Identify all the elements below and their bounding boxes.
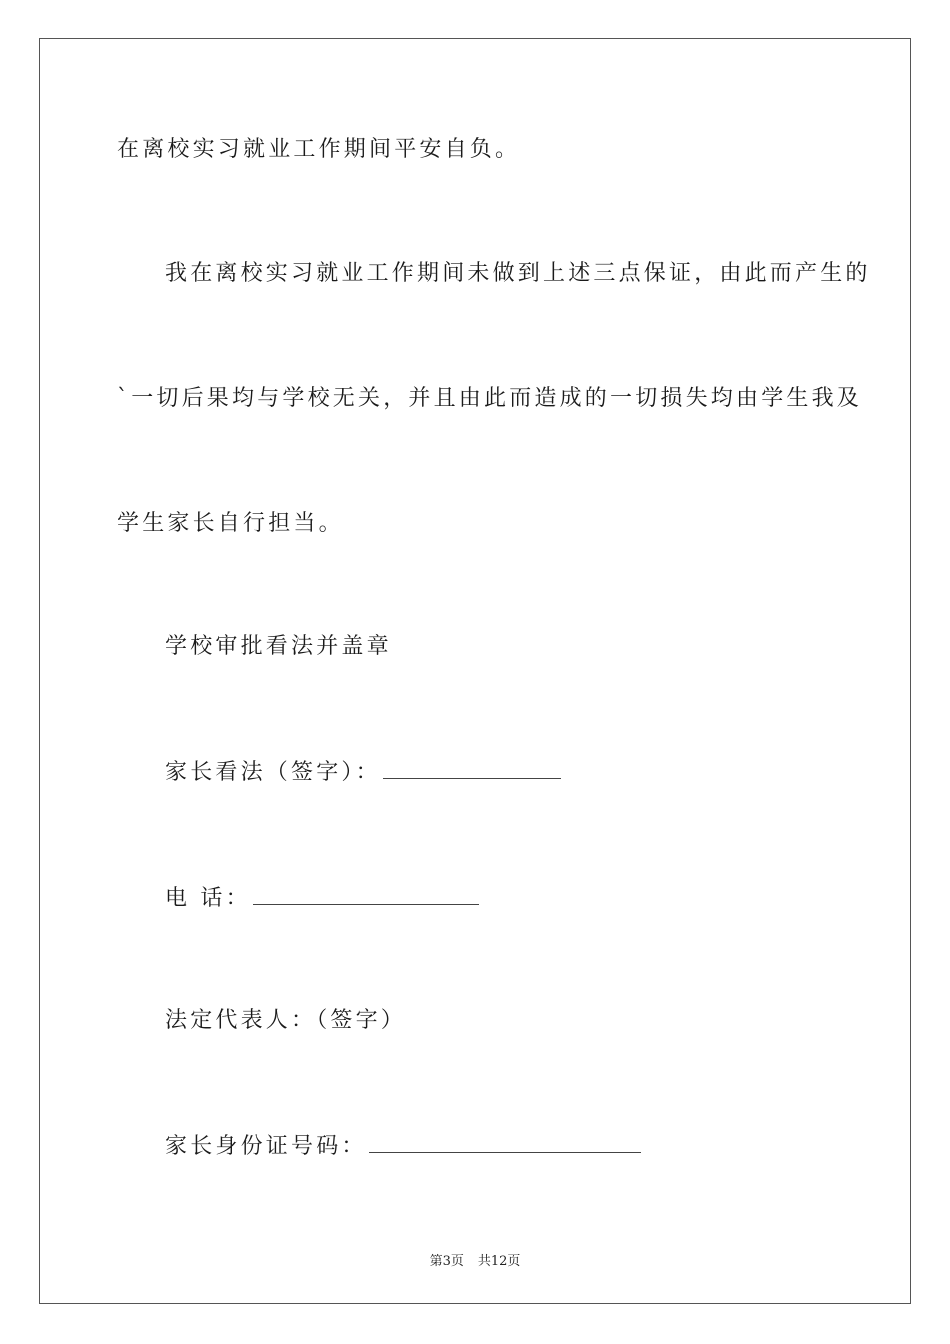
paragraph-line-1: 在离校实习就业工作期间平安自负。	[117, 137, 521, 162]
legal-representative-label: 法定代表人：（签字）	[165, 1008, 407, 1033]
parent-id-label: 家长身份证号码：	[165, 1134, 367, 1159]
phone-field[interactable]	[253, 886, 479, 905]
parent-id-row	[165, 1134, 641, 1158]
phone-label: 电 话：	[165, 886, 251, 911]
paragraph-line-3: `一切后果均与学校无关，并且由此而造成的一切损失均由学生我及	[117, 386, 863, 411]
parent-id-field[interactable]	[369, 1134, 641, 1153]
page-footer	[0, 1250, 950, 1269]
parent-opinion-row	[165, 760, 561, 784]
phone-row	[165, 886, 479, 910]
parent-signature-field[interactable]	[383, 760, 561, 779]
page-number-current: 第3页	[429, 1254, 464, 1269]
parent-opinion-label: 家长看法（签字）：	[165, 760, 381, 785]
page-border	[39, 38, 911, 1304]
paragraph-line-2: 我在离校实习就业工作期间未做到上述三点保证，由此而产生的	[165, 261, 871, 286]
page-number-total: 共12页	[477, 1254, 521, 1269]
paragraph-line-4: 学生家长自行担当。	[117, 511, 344, 536]
school-approval-label: 学校审批看法并盖章	[165, 634, 392, 659]
